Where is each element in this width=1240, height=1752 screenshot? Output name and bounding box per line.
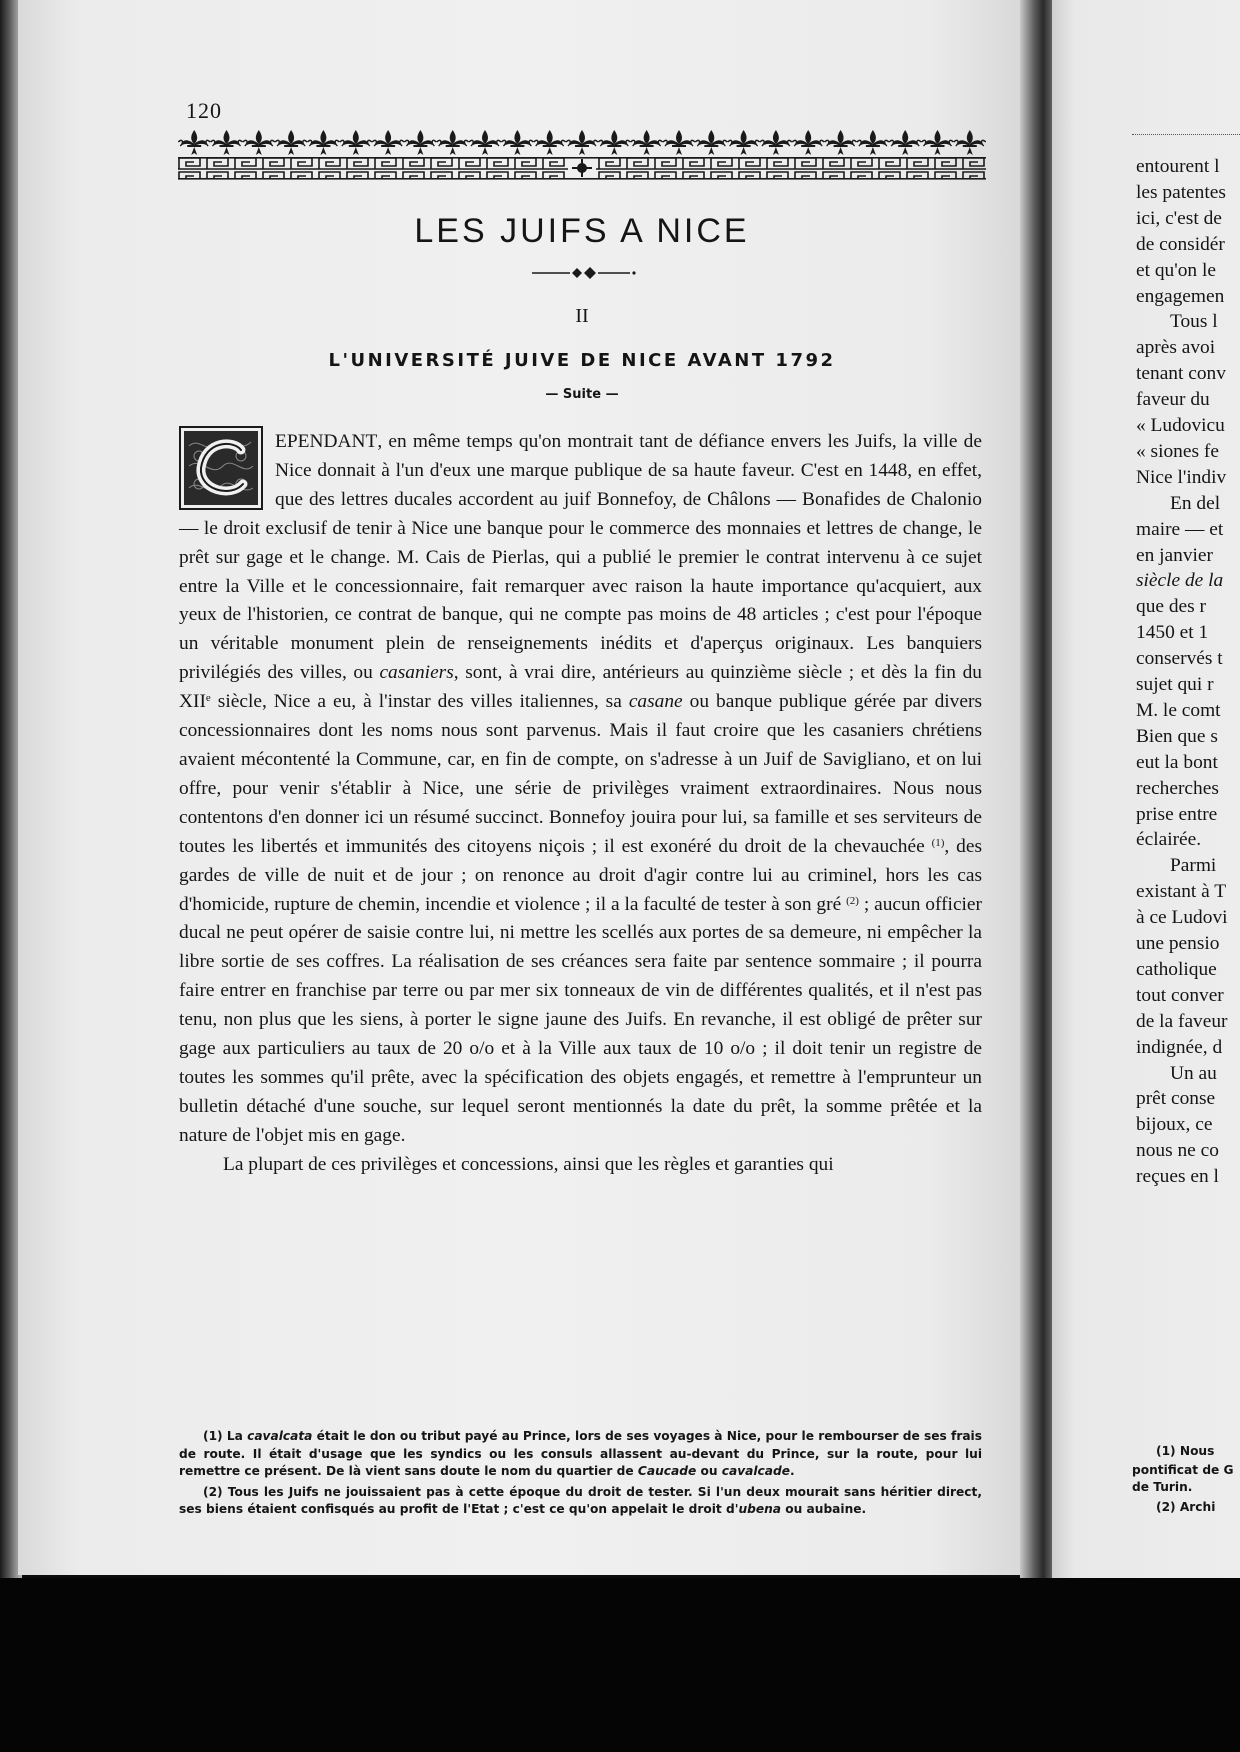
adjacent-page-line: et qu'on le [1136,259,1216,281]
adjacent-page-line: « siones fe [1136,440,1219,462]
adjacent-page-line: à ce Ludovi [1136,907,1228,929]
adjacent-page-line: « Ludovicu [1136,415,1225,436]
adjacent-page-line: catholique [1136,958,1217,980]
adjacent-page-line: les patentes [1136,181,1226,203]
suite-label: — Suite — [545,387,619,402]
adjacent-page-line: maire — et [1136,518,1224,540]
fleur-de-lis-ornament [243,130,275,155]
adjacent-page-line: tenant conv [1136,363,1226,385]
adjacent-page-line: prise entre [1136,803,1218,825]
fleur-de-lis-ornament [922,130,954,155]
paragraph [179,428,982,1151]
adjacent-page-footnote: (1) Nous [1156,1444,1215,1458]
adjacent-page-footnote: (2) Archi [1156,1500,1216,1514]
footnotes [179,1428,982,1522]
fleur-de-lis-ornament [760,130,792,155]
adjacent-page-footnote: pontificat de G [1132,1463,1234,1477]
fleur-de-lis-ornament [211,130,243,155]
fleur-de-lis-ornament [437,130,469,155]
italic-term: ubena [738,1502,782,1517]
adjacent-page-line: M. le comt [1136,699,1221,721]
adjacent-page-line: de considér [1136,233,1225,255]
adjacent-page-line: En del [1170,492,1221,514]
adjacent-page-line: Parmi [1170,855,1217,877]
footnote-1 [179,1428,982,1481]
fleur-de-lis-ornament [566,130,598,155]
text-run: ; aucun officier ducal ne peut opérer de saisie contre lui, ni mettre les scellés aux portes de sa demeure, ni empêcher la libre sortie de ses coffres. La réalisation de ses créances sera faite par sentence sommaire ; il pourra faire entrer en franchise par terre ou par mer six tonneaux de vin de différentes qualités, et il n'est pas tenu, non plus que les siens, à porter le signe jaune des Juifs. En revanche, il est obligé de prêter sur gage aux particuliers au taux de 20 o/o et à la Ville aux taux de 10 o/o ; il doit tenir un registre de toutes les sommes qu'il prête, avec la spécification des objets engagés, et remettre à l'emprunteur un bulletin détaché d'une souche, sur lequel seront mentionnés la date du prêt, la somme prêtée et la nature de l'objet mis en gage. [179,893,982,1146]
italic-term: Caucade [637,1464,697,1479]
adjacent-page-line: sujet qui r [1136,674,1214,695]
fleur-de-lis-ornament [404,130,436,155]
adjacent-page-line: engagemen [1136,285,1225,307]
adjacent-page-rule [1132,134,1240,135]
italic-term: casane [628,691,683,713]
fleur-de-lis-ornament [340,130,372,155]
adjacent-page-line: éclairée. [1136,829,1202,851]
fleur-de-lis-ornament [825,130,857,155]
superscript: e [205,692,211,705]
text-run: ou banque publique gérée par divers concessionnaires dont les noms nous sont parvenus. Mais il faut croire que les casaniers chrétiens avaient mécontenté la Commune, car, en fin de compte, on s'adresse à un Juif de Savigliano, et on lui offre, pour venir s'établir à Nice, une série de privilèges vraiment extraordinaires. Nous nous contentons d'en donner ici un résumé succinct. Bonnefoy jouira pour lui, sa famille et ses serviteurs de toutes les libertés et immunités des citoyens niçois ; il est exonéré du droit de la chevauchée [179,691,982,857]
adjacent-page-line: ici, c'est de [1136,207,1222,229]
italic-term: cavalcata [247,1429,313,1443]
adjacent-page-line: en janvier [1136,544,1213,566]
ornament-band [178,128,986,182]
fleur-de-lis-ornament [954,130,986,155]
fleur-de-lis-ornament [598,130,630,155]
adjacent-page-line: après avoi [1136,337,1216,359]
adjacent-page-line: que des r [1136,596,1206,618]
drop-cap-initial [179,426,263,510]
adjacent-page-line: Un au [1170,1062,1217,1084]
adjacent-page-line: entourent l [1136,156,1220,177]
text-run: ou [696,1464,722,1479]
fleur-de-lis-ornament [178,130,210,155]
scan-background [0,1578,1240,1752]
fleur-de-lis-ornament [372,130,404,155]
adjacent-page-line: de la faveur [1136,1010,1228,1032]
adjacent-page-line: tout conver [1136,984,1224,1006]
text-run: . [790,1464,795,1479]
adjacent-page-line: eut la bont [1136,751,1218,773]
fleur-de-lis-ornament [307,130,339,155]
fleur-de-lis-ornament [695,130,727,155]
footnote-ref-2[interactable]: (2) [846,894,859,907]
adjacent-page-line: existant à T [1136,881,1227,903]
adjacent-page-line: indignée, d [1136,1036,1223,1058]
italic-term: casaniers [379,662,454,684]
adjacent-page-line: Nice l'indiv [1136,466,1227,488]
fleur-de-lis-ornament [728,130,760,155]
adjacent-page-line: bijoux, ce [1136,1114,1213,1136]
adjacent-page-line: Tous l [1170,311,1218,333]
text-run: (1) La [203,1429,248,1443]
article-title: LES JUIFS A NICE [414,212,750,250]
text-run: (2) Tous les Juifs ne jouissaient pas à cette époque du droit de tester. Si l'un deux mourait sans héritier direct, ses biens étaient confisqués au profit de l'Etat ; c'est ce qu'on appelait le droit d' [179,1484,982,1517]
text-run: était le don ou tribut payé au Prince, lors de ses voyages à Nice, pour le rembourser de ses frais de route. Il était d'usage que les syndics ou les consuls allassent au-devant du Prince, sur la route, pour lui remettre ce présent. De là vient sans doute le nom du quartier de [179,1429,982,1479]
adjacent-page-line: recherches [1136,777,1219,799]
fleur-de-lis-ornament [792,130,824,155]
adjacent-page-line: faveur du [1136,389,1210,411]
fleur-de-lis-ornament [469,130,501,155]
fleur-de-lis-ornament [857,130,889,155]
adjacent-page-footnote: de Turin. [1132,1480,1193,1494]
text-run: siècle, Nice a eu, à l'instar des villes italiennes, sa [210,691,629,713]
chapter-title: L'UNIVERSITÉ JUIVE DE NICE AVANT 1792 [328,350,836,371]
adjacent-page-line: reçues en l [1136,1166,1219,1188]
text-run: , en même temps qu'on montrait tant de défiance envers les Juifs, la ville de Nice donnait à l'un d'eux une marque publique de sa haute faveur. C'est en 1448, en effet, que des lettres ducales accordent au juif Bonnefoy, de Châlons — Bonafides de Chalonio — le droit exclusif de tenir à Nice une banque pour le commerce des monnaies et lettres de change, le prêt sur gage et le change. M. Cais de Pierlas, qui a publié le premier le contrat intervenu à ce sujet entre la Ville et le concessionnaire, fait remarquer avec raison la haute importance qu'acquiert, aux yeux de l'historien, ce contrat de banque, qui ne compte pas moins de 48 articles ; c'est pour l'époque un véritable monument plein de renseignements inédits et d'aperçus originaux. Les banquiers privilégiés des villes, ou [179,431,982,684]
page-number: 120 [186,98,222,123]
fleur-de-lis-ornament [501,130,533,155]
footnote-ref-1[interactable]: (1) [931,836,945,849]
lead-smallcaps: EPENDANT [275,431,378,452]
fleur-de-lis-ornament [889,130,921,155]
article-body [179,428,982,1180]
adjacent-page-line: siècle de la [1136,570,1224,592]
adjacent-page-line: 1450 et 1 [1136,622,1209,644]
fleur-de-lis-ornament [663,130,695,155]
text-run: ou aubaine. [781,1502,867,1517]
fleur-de-lis-ornament [631,130,663,155]
adjacent-page-line: Bien que s [1136,725,1218,747]
adjacent-page-line: conservés t [1136,648,1223,670]
fleur-de-lis-ornament [534,130,566,155]
title-flourish [530,264,638,280]
adjacent-page-line: prêt conse [1136,1088,1216,1110]
footnote-2 [179,1484,982,1519]
italic-term: cavalcade [721,1464,790,1479]
adjacent-page [1052,0,1240,1580]
text-run: , sont, à vrai dire, antérieurs au quinzième siècle ; et dès la fin du XII [179,662,983,713]
adjacent-page-line: nous ne co [1136,1140,1219,1162]
paragraph: La plupart de ces privilèges et concessions, ainsi que les règles et garanties qui [223,1153,834,1175]
chapter-number: II [575,305,589,327]
text-run: , des gardes de ville de nuit et de jour ; on renonce au droit d'agir contre lui au criminel, hors les cas d'homicide, rupture de chemin, incendie et violence ; il a la faculté de tester à son gré [179,835,982,915]
fleur-de-lis-ornament [275,130,307,155]
adjacent-page-line: une pensio [1136,933,1220,954]
